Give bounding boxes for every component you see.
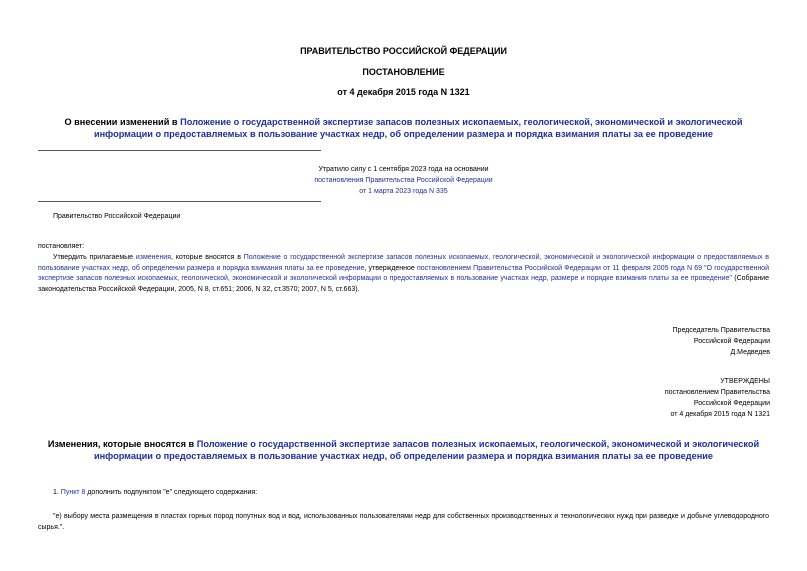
signature-position: Председатель Правительства (672, 327, 770, 334)
decrees-word: постановляет: (38, 243, 85, 250)
document-title (36, 116, 771, 140)
approved-date: от 4 декабря 2015 года N 1321 (670, 411, 770, 418)
collection-text: (Собрание законодательства Российской Федерации, 2005, N 8, ст.651; 2006, N 32, ст.3570; 2007, N 5, ст.663). (38, 275, 769, 293)
changes-heading (38, 438, 769, 462)
decree-69-link[interactable]: постановлением Правительства Российской Федерации от 11 февраля 2005 года N 69 "О государственной экспертизе запасов полезных ископаемых, геологической, экономической и экологической информации о предоставляемых в пользование участках недр, размере и порядке взимания платы за ее проведение" (38, 264, 769, 282)
changes-prefix: Изменения, которые вносятся в (47, 439, 197, 449)
which-text: , которые вносятся в (171, 254, 244, 261)
change-item-1 (53, 489, 257, 496)
main-paragraph (38, 253, 769, 295)
repeal-decree-date-link[interactable]: от 1 марта 2023 года N 335 (359, 188, 448, 195)
issuing-authority: Правительство Российской Федерации (53, 213, 181, 220)
changes-link[interactable]: изменения (135, 254, 172, 261)
approved-by-text: , утвержденное (364, 264, 418, 272)
document-type-heading: ПОСТАНОВЛЕНИЕ (362, 67, 445, 77)
point-8-link[interactable]: Пункт 8 (60, 489, 86, 496)
approved-word: УТВЕРЖДЕНЫ (720, 378, 770, 385)
repeal-decree-link[interactable]: постановления Правительства Российской Федерации (314, 177, 493, 184)
regulation-link[interactable]: Положение о государственной экспертизе запасов полезных ископаемых, геологической, экономической и экологической информации о предоставляемых в пользование участках недр, об определении размера и порядка взимания платы за ее проведение (38, 254, 769, 272)
signature-name: Д.Медведев (730, 349, 770, 356)
signature-block (560, 325, 770, 358)
approved-country: Российской Федерации (693, 400, 770, 407)
divider-bottom (38, 201, 321, 202)
approve-text: Утвердить прилагаемые (53, 254, 136, 261)
approval-stamp (560, 376, 770, 420)
divider-top (38, 150, 321, 151)
item-text: дополнить подпунктом "е" следующего содержания: (85, 489, 258, 496)
repeal-note (290, 164, 517, 197)
repeal-note-text: Утратило силу с 1 сентября 2023 года на основании (318, 166, 489, 173)
document-date-number: от 4 декабря 2015 года N 1321 (337, 87, 470, 97)
signature-country: Российской Федерации (693, 338, 770, 345)
government-heading: ПРАВИТЕЛЬСТВО РОССИЙСКОЙ ФЕДЕРАЦИИ (300, 46, 507, 56)
approved-by: постановлением Правительства (664, 389, 770, 396)
changes-regulation-link[interactable]: Положение о государственной экспертизе запасов полезных ископаемых, геологической, экономической и экологической информации о предоставляемых в пользование участках недр, об определении размера и порядка взимания платы за ее проведение (93, 439, 760, 461)
title-prefix: О внесении изменений в (64, 117, 181, 127)
subpoint-e-text: "е) выбору места размещения в пластах горных пород попутных вод и вод, использованных пользователями недр для собственных производственных и технологических нужд при разведке и добыче углеводородного сырья.". (38, 513, 769, 531)
title-regulation-link[interactable]: Положение о государственной экспертизе запасов полезных ископаемых, геологической, экономической и экологической информации о предоставляемых в пользование участках недр, об определении размера и порядка взимания платы за ее проведение (93, 117, 743, 139)
item-number: 1. (53, 489, 61, 496)
